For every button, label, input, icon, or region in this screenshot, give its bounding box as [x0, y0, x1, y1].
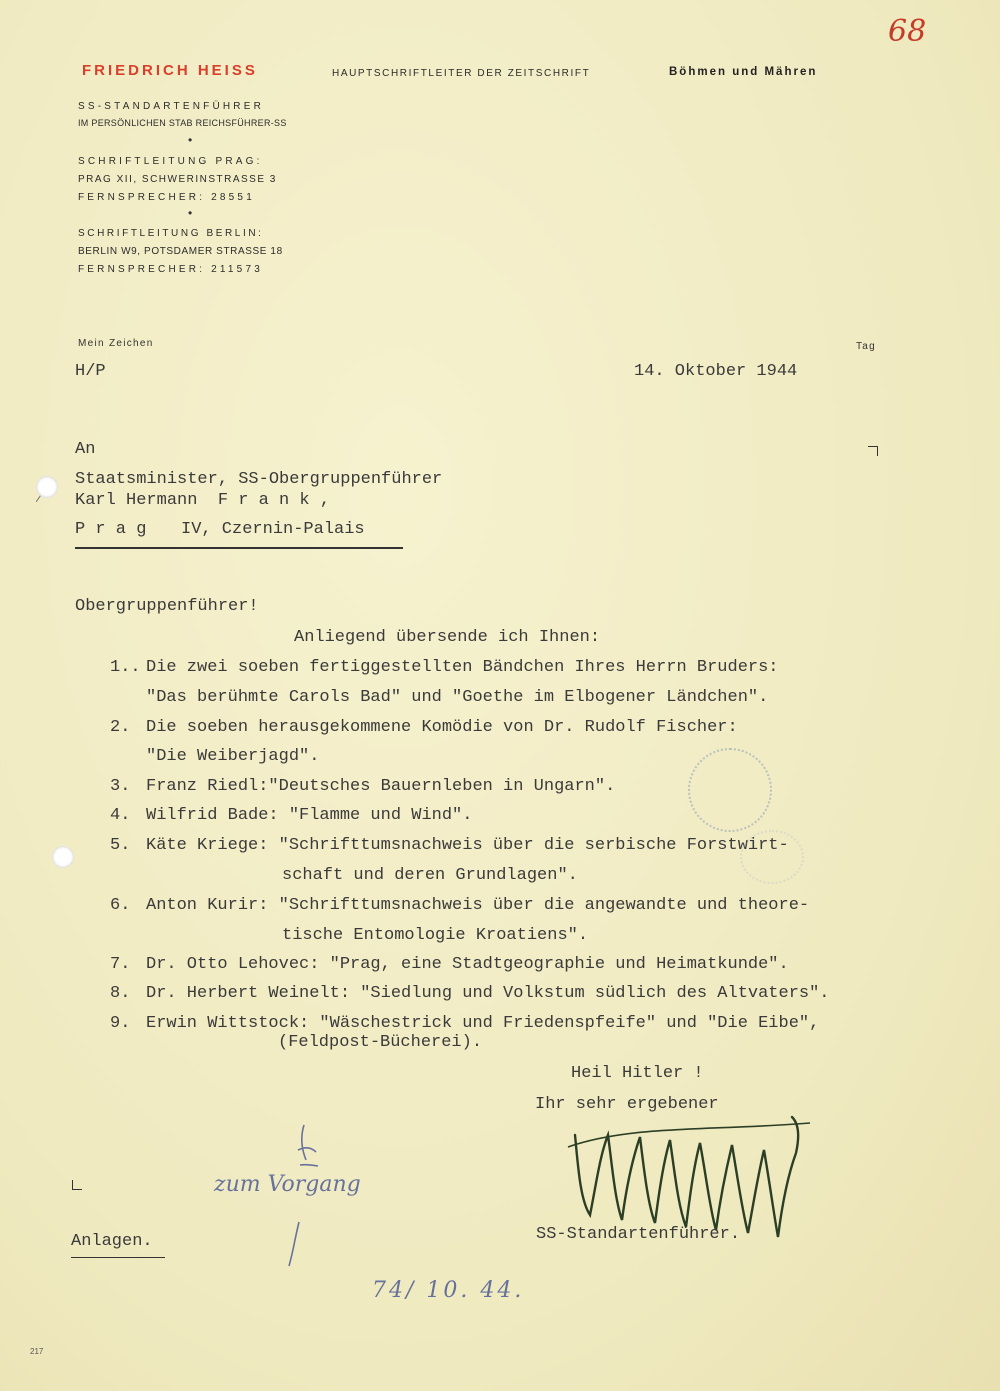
letterhead-role: HAUPTSCHRIFTLEITER DER ZEITSCHRIFT — [332, 68, 591, 79]
recipient-an: An — [75, 440, 96, 459]
intro-line: Anliegend übersende ich Ihnen: — [294, 628, 601, 647]
list-number: 8. — [110, 984, 131, 1003]
letterhead-staff: IM PERSÖNLICHEN STAB REICHSFÜHRER-SS — [78, 118, 287, 128]
list-item-line: "Die Weiberjagd". — [146, 747, 320, 766]
recipient-name: Karl Hermann F r a n k , — [75, 491, 331, 510]
list-number: 3. — [110, 777, 131, 796]
letterhead-name: FRIEDRICH HEISS — [82, 62, 258, 79]
list-number: 6. — [110, 896, 131, 915]
enclosures-underline — [71, 1257, 165, 1258]
recipient-city: P r a g — [75, 520, 147, 539]
list-item-line: Die soeben herausgekommene Komödie von Dr. Rudolf Fischer: — [146, 718, 738, 737]
footer-code: 217 — [30, 1347, 44, 1356]
list-item-line: "Das berühmte Carols Bad" und "Goethe im Elbogener Ländchen". — [146, 688, 769, 707]
list-item-line: Die zwei soeben fertiggestellten Bändchen Ihres Herrn Bruders: — [146, 658, 779, 677]
letterhead-rank: SS-STANDARTENFÜHRER — [78, 101, 264, 112]
punch-hole — [52, 846, 74, 868]
closing-greeting: Heil Hitler ! — [571, 1064, 704, 1083]
handwritten-note: zum Vorgang — [214, 1172, 361, 1197]
enclosures-label: Anlagen. — [71, 1232, 153, 1251]
list-item-line: Franz Riedl:"Deutsches Bauernleben in Ungarn". — [146, 777, 616, 796]
list-number: 2. — [110, 718, 131, 737]
salutation: Obergruppenführer! — [75, 597, 259, 616]
list-item-line: schaft und deren Grundlagen". — [282, 866, 578, 885]
letterhead-phone-berlin: FERNSPRECHER: 211573 — [78, 264, 263, 275]
list-item-line: Dr. Herbert Weinelt: "Siedlung und Volkstum südlich des Altvaters". — [146, 984, 830, 1003]
list-number: 1.. — [110, 658, 141, 677]
reference-code: H/P — [75, 362, 106, 381]
list-item-line: Anton Kurir: "Schrifttumsnachweis über die angewandte und theore- — [146, 896, 810, 915]
letterhead-journal: Böhmen und Mähren — [669, 66, 818, 78]
address-underline — [75, 547, 403, 549]
list-number: 4. — [110, 806, 131, 825]
letterhead-office-prag: SCHRIFTLEITUNG PRAG: — [78, 156, 263, 167]
letterhead-address-prag: PRAG XII, SCHWERINSTRASSE 3 — [78, 174, 277, 185]
list-item-line: Käte Kriege: "Schrifttumsnachweis über die serbische Forstwirt- — [146, 836, 789, 855]
date-label: Tag — [856, 341, 877, 352]
letterhead-phone-prag: FERNSPRECHER: 28551 — [78, 192, 255, 203]
list-item-line: (Feldpost-Bücherei). — [278, 1033, 483, 1052]
punch-hole — [36, 476, 58, 498]
list-number: 9. — [110, 1014, 131, 1033]
reference-label: Mein Zeichen — [78, 338, 154, 349]
letterhead-office-berlin: SCHRIFTLEITUNG BERLIN: — [78, 228, 264, 239]
list-item-line: Dr. Otto Lehovec: "Prag, eine Stadtgeographie und Heimatkunde". — [146, 955, 789, 974]
signature-mark — [560, 1105, 830, 1245]
letterhead-address-berlin: BERLIN W9, POTSDAMER STRASSE 18 — [78, 246, 283, 257]
handwritten-initial-mark — [292, 1120, 322, 1175]
faded-stamp — [740, 830, 804, 884]
letterhead-dot: • — [188, 133, 193, 147]
handwritten-date: 74/ 10. 44. — [372, 1278, 525, 1303]
handwritten-stroke — [285, 1220, 305, 1270]
list-item-line: tische Entomologie Kroatiens". — [282, 926, 589, 945]
recipient-address: IV, Czernin-Palais — [181, 520, 365, 539]
letter-date: 14. Oktober 1944 — [634, 362, 798, 381]
recipient-title: Staatsminister, SS-Obergruppenführer — [75, 470, 443, 489]
list-item-line: Erwin Wittstock: "Wäschestrick und Friedenspfeife" und "Die Eibe", — [146, 1014, 820, 1033]
closing-signoff: Ihr sehr ergebener — [535, 1095, 719, 1114]
fold-corner-mark — [72, 1180, 82, 1190]
faded-stamp — [688, 748, 772, 832]
list-number: 7. — [110, 955, 131, 974]
list-number: 5. — [110, 836, 131, 855]
window-corner-mark — [868, 446, 878, 456]
list-item-line: Wilfrid Bade: "Flamme und Wind". — [146, 806, 473, 825]
signer-title: SS-Standartenführer. — [536, 1225, 741, 1244]
letterhead-dot: • — [188, 206, 193, 220]
page-number: 68 — [888, 14, 927, 49]
